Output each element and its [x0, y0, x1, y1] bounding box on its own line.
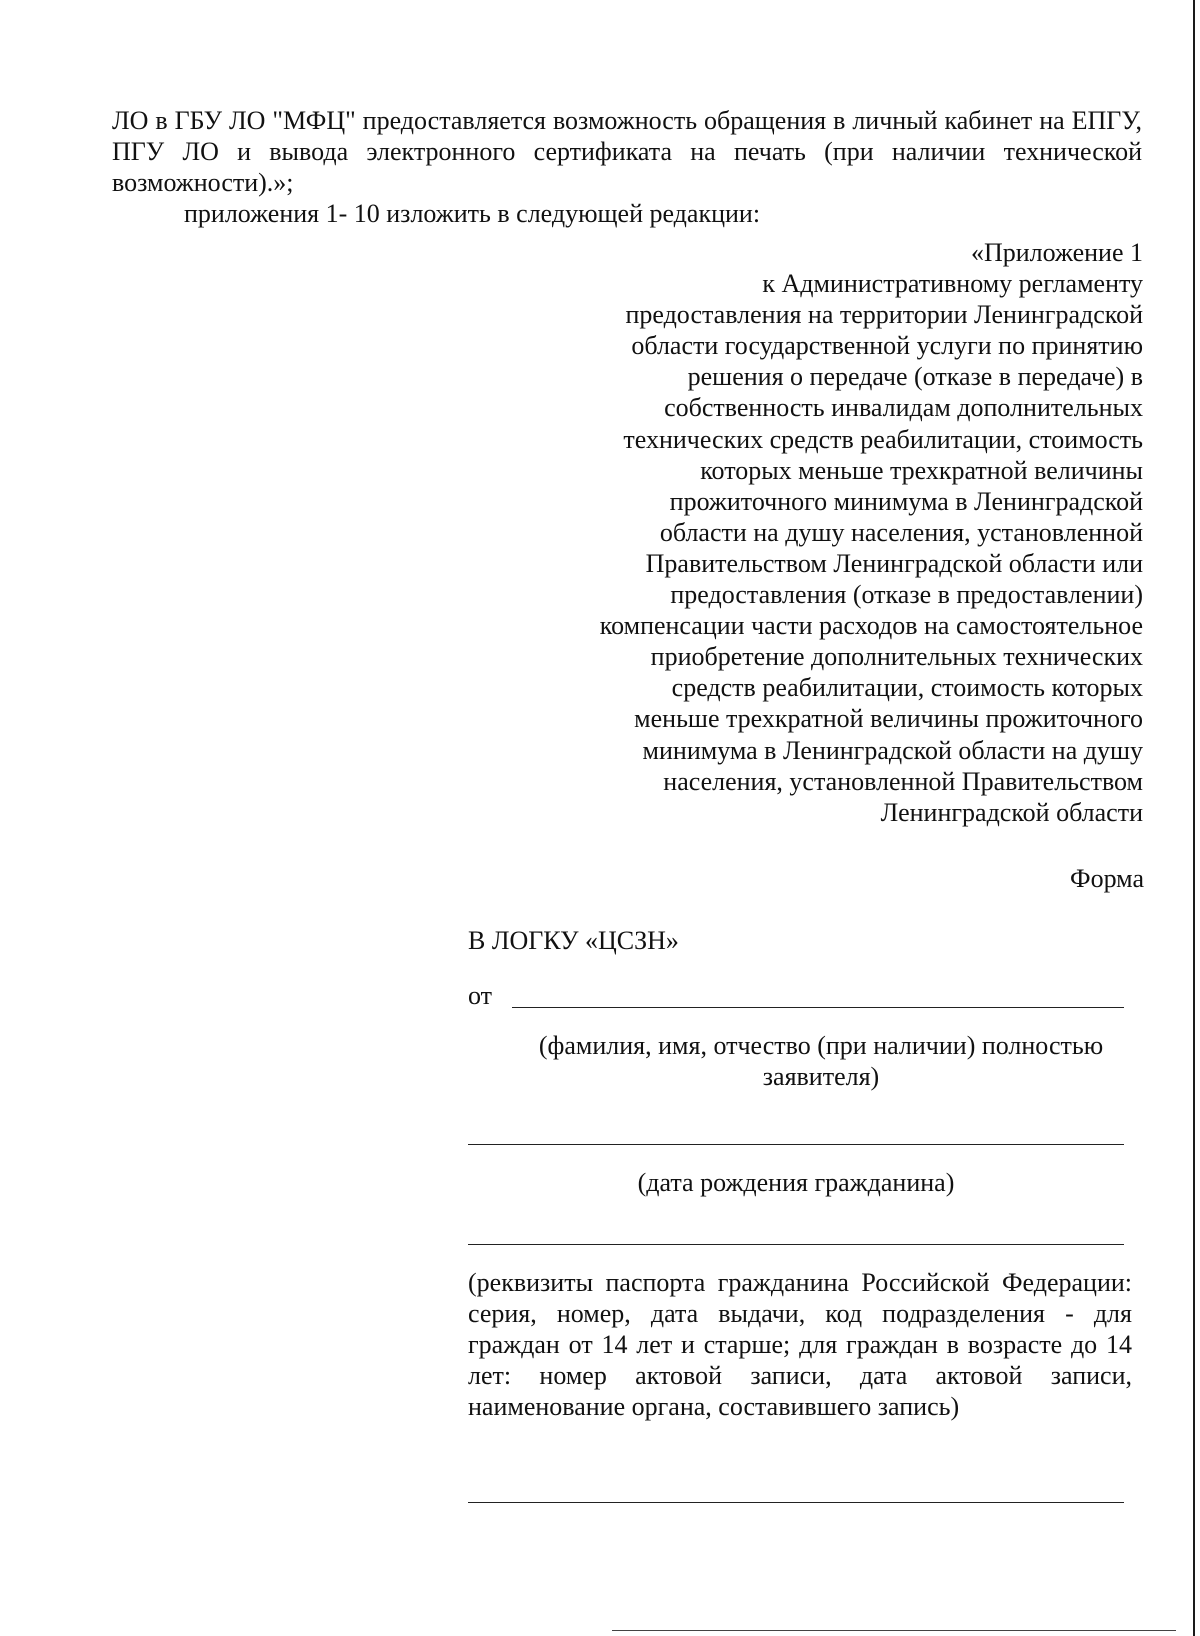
- passport-details-field[interactable]: [468, 1244, 1124, 1245]
- passport-caption: (реквизиты паспорта гражданина Российской Федерации: серия, номер, дата выдачи, код подразделения - для граждан от 14 лет и старше; для граждан в возрасте до 14 лет: номер актовой записи, дата актовой записи, наименование органа, составившего запись): [468, 1268, 1132, 1421]
- appendix-line: населения, установленной Правительством: [663, 766, 1143, 796]
- intro-paragraph-1: ЛО в ГБУ ЛО "МФЦ" предоставляется возможность обращения в личный кабинет на ЕПГУ, ПГУ ЛО и вывода электронного сертификата на печать (при наличии технической возможности).»;: [112, 106, 1142, 197]
- appendix-line: технических средств реабилитации, стоимость: [623, 424, 1143, 454]
- from-label: от: [468, 981, 493, 1010]
- fio-caption: (фамилия, имя, отчество (при наличии) полностью заявителя): [538, 1031, 1104, 1091]
- appendix-line: собственность инвалидам дополнительных: [664, 393, 1143, 423]
- appendix-line: Ленинградской области: [880, 797, 1143, 827]
- appendix-line: к Административному регламенту: [762, 269, 1143, 299]
- applicant-name-field[interactable]: [512, 1007, 1124, 1008]
- appendix-line: Правительством Ленинградской области или: [645, 548, 1143, 578]
- form-label: Форма: [1070, 864, 1144, 893]
- birth-date-field[interactable]: [468, 1144, 1124, 1145]
- appendix-line: решения о передаче (отказе в передаче) в: [687, 362, 1143, 392]
- appendix-line: предоставления (отказе в предоставлении): [670, 580, 1143, 610]
- page-edge: [1193, 0, 1195, 1636]
- recipient-line: В ЛОГКУ «ЦСЗН»: [468, 926, 679, 955]
- appendix-line: средств реабилитации, стоимость которых: [671, 673, 1143, 703]
- page-bottom-line: [612, 1630, 1176, 1631]
- appendix-line: минимума в Ленинградской области на душу: [642, 735, 1143, 765]
- appendix-line: прожиточного минимума в Ленинградской: [669, 486, 1143, 516]
- appendix-line: которых меньше трехкратной величины: [700, 455, 1143, 485]
- intro-paragraph-2: приложения 1- 10 изложить в следующей редакции:: [184, 199, 761, 228]
- appendix-header: [520, 237, 1143, 828]
- extra-field-line[interactable]: [468, 1502, 1124, 1503]
- appendix-line: приобретение дополнительных технических: [650, 642, 1143, 672]
- appendix-line: компенсации части расходов на самостоятельное: [599, 611, 1143, 641]
- appendix-line: области государственной услуги по принятию: [631, 331, 1143, 361]
- appendix-line: «Приложение 1: [970, 238, 1143, 267]
- dob-caption-wrap: [468, 1167, 1124, 1198]
- appendix-line: меньше трехкратной величины прожиточного: [634, 704, 1143, 734]
- appendix-line: предоставления на территории Ленинградской: [625, 300, 1143, 330]
- dob-caption: (дата рождения гражданина): [637, 1168, 955, 1197]
- appendix-line: области на душу населения, установленной: [659, 517, 1143, 547]
- intro-text: [112, 105, 1142, 229]
- applicant-row: [468, 980, 1132, 1014]
